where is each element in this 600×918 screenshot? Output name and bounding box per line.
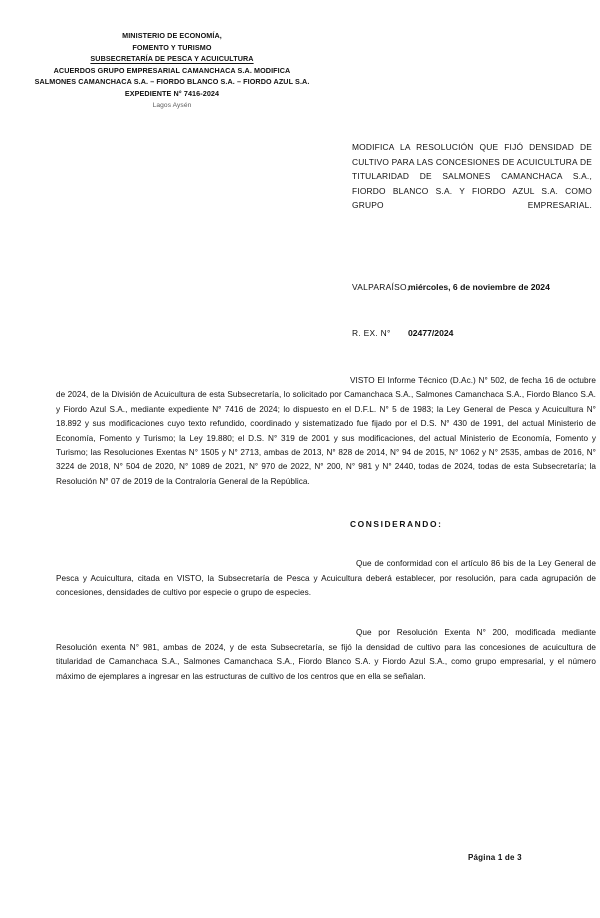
visto-body-text: fecha 16 de octubre de 2024, de la División de Acuicultura de esta Subsecretaría, lo solicitado por Camanchaca S.A., Salmones Camanchaca S.A., Fiordo Blanco S.A. y Fiordo Azul S.A., mediante expediente N° 7416 de 2024; lo dispuesto en el D.F.L. N° 5 de 1983; la Ley General de Pesca y Acuicultura N° 18.892 y sus modificaciones cuyo texto refundido, coordinado y sistematizado fue fijado por el D.S. N° 430 de 1991, del actual Ministerio de Economía, Fomento y Turismo; la Ley 19.880; el D.S. N° 319 de 2001 y sus modificaciones, del actual Ministerio de Economía, Fomento y Turismo; las Resoluciones Exentas N° 1505 y N° 2713, ambas de 2013, N° 828 de 2014, N° 94 de 2015, N° 1062 y N° 2535, ambas de 2016, N° 3224 de 2018, N° 504 de 2020, N° 1089 de 2021, N° 970 de 2022, N° 200, N° 981 y N° 2440, todas de 2024, todas de esta Subsecretaría; la Resolución N° 07 de 2019 de la Contraloría General de la República.	[56, 376, 597, 486]
considerando-2-lead-text: Que por Resolución Exenta N° 200,	[356, 628, 509, 638]
resolution-label: R. EX. N°	[352, 328, 391, 338]
issue-date: miércoles, 6 de noviembre de 2024	[408, 282, 550, 292]
document-body	[56, 374, 596, 700]
document-title: MODIFICA LA RESOLUCIÓN QUE FIJÓ DENSIDAD DE CULTIVO PARA LAS CONCESIONES DE ACUICULTURA DE TITULARIDAD DE SALMONES CAMANCHACA S.A., FIORDO BLANCO S.A. Y FIORDO AZUL S.A. COMO GRUPO EMPRESARIAL.	[352, 142, 592, 211]
letterhead-subject-line-1: ACUERDOS GRUPO EMPRESARIAL CAMANCHACA S.A. MODIFICA	[53, 65, 291, 75]
considerando-heading: CONSIDERANDO:	[350, 519, 443, 530]
letterhead	[22, 30, 322, 112]
considerando-2-body-text: modificada mediante Resolución exenta N° 981, ambas de 2024, y de esta Subsecretaría, se fijó la densidad de cultivo para las concesiones de acuicultura de titularidad de Camanchaca S.A., Salmones Camanchaca S.A., Fiordo Blanco S.A. y Fiordo Azul S.A., como grupo empresarial, y el número máximo de ejemplares a ingresar en las estructuras de cultivo de los centros que en ella se señalan.	[56, 628, 596, 681]
ministry-name-line-1: MINISTERIO DE ECONOMÍA,	[122, 31, 222, 40]
ministry-name-line-2: FOMENTO Y TURISMO	[132, 42, 212, 52]
place-and-date	[352, 282, 596, 292]
region-label: Lagos Aysén	[152, 102, 192, 109]
resolution-number: 02477/2024	[408, 328, 454, 338]
resolution-number-row	[352, 328, 596, 338]
page-number: Página 1 de 3	[468, 853, 522, 862]
visto-lead-text: VISTO El Informe Técnico (D.Ac.) N° 502, de	[350, 376, 519, 385]
letterhead-subject-line-2: SALMONES CAMANCHACA S.A. – FIORDO BLANCO S.A. – FIORDO AZUL S.A.	[34, 77, 310, 86]
paragraph-considerando-1	[56, 557, 596, 600]
agency-name: SUBSECRETARÍA DE PESCA Y ACUICULTURA	[90, 54, 254, 63]
considerando-1-body-text: de la Ley General de Pesca y Acuicultura, citada en VISTO, la Subsecretaría de Pesca y Acuicultura deberá establecer, por resolución, para cada agrupación de concesiones, densidades de cultivo por especie o grupo de especies.	[56, 559, 597, 598]
paragraph-considerando-2	[56, 626, 596, 684]
considerando-1-lead-text: Que de conformidad con el artículo 86 bis	[356, 559, 514, 569]
paragraph-visto	[56, 374, 596, 489]
expediente-number: EXPEDIENTE N° 7416-2024	[124, 88, 220, 98]
city-label: VALPARAÍSO,	[352, 282, 410, 292]
